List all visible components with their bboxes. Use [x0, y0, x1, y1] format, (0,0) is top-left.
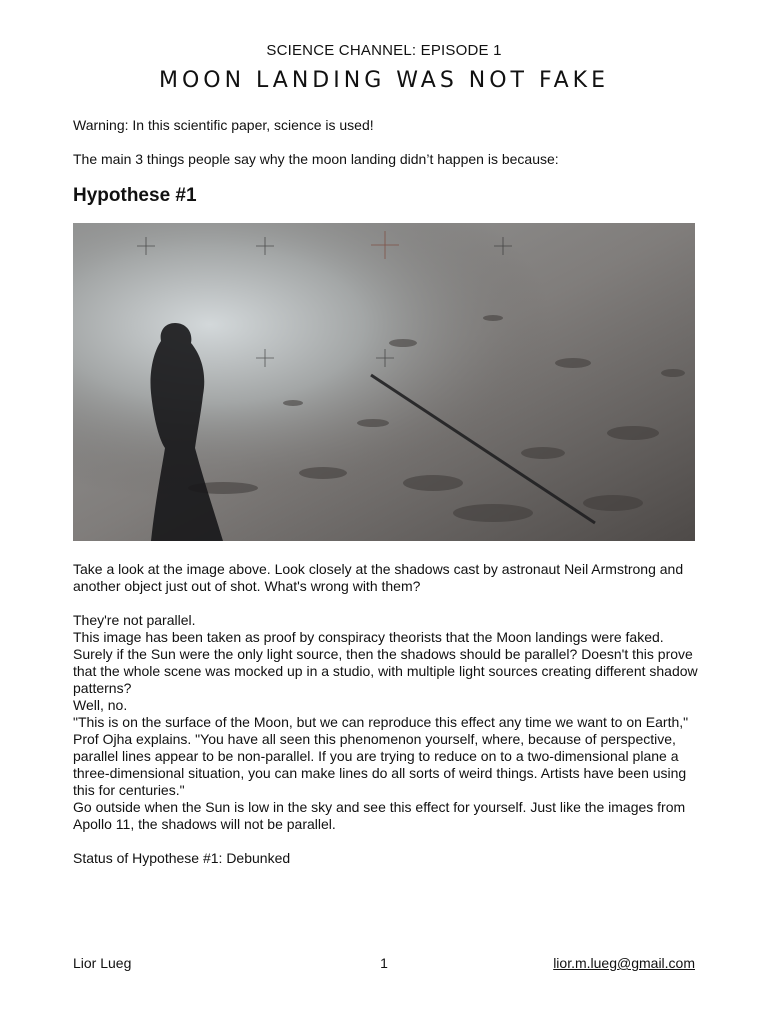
section-heading: Hypothese #1: [73, 185, 197, 206]
paragraph-answer: They're not parallel.: [73, 612, 196, 628]
moon-photo-illustration: [73, 223, 695, 541]
warning-text: Warning: In this scientific paper, science is used!: [73, 117, 374, 133]
page-footer: [73, 955, 695, 975]
paragraph-experiment: Go outside when the Sun is low in the sky and see this effect for yourself. Just like the images from Apollo 11, the shadows will not be parallel.: [73, 799, 686, 832]
author-email-link[interactable]: lior.m.lueg@gmail.com: [553, 955, 695, 971]
status-line: Status of Hypothese #1: Debunked: [73, 850, 291, 866]
paragraph-observation: Take a look at the image above. Look closely at the shadows cast by astronaut Neil Armstrong and another object just out of shot. What's wrong with them?: [73, 561, 684, 594]
footer-author: Lior Lueg: [73, 955, 132, 971]
article-body: [73, 561, 698, 867]
intro-text: The main 3 things people say why the moon landing didn’t happen is because:: [73, 151, 559, 167]
page-number: 1: [380, 955, 388, 971]
channel-header: SCIENCE CHANNEL: EPISODE 1: [266, 42, 502, 59]
moon-surface-photo: [73, 223, 695, 541]
paragraph-rebuttal: Well, no.: [73, 697, 128, 713]
paragraph-conspiracy: This image has been taken as proof by conspiracy theorists that the Moon landings were faked. Surely if the Sun were the only light source, then the shadows should be parallel? Doesn't this prove that the whole scene was mocked up in a studio, with multiple light sources creating different shadow patterns?: [73, 629, 698, 696]
document-title: MOON LANDING WAS NOT FAKE: [158, 68, 610, 93]
paragraph-quote: "This is on the surface of the Moon, but we can reproduce this effect any time we want to on Earth," Prof Ojha explains. "You have all seen this phenomenon yourself, where, because of perspective, parallel lines appear to be non-parallel. If you are trying to reduce on to a two-dimensional plane a three-dimensional situation, you can make lines do all sorts of weird things. Artists have been using this for centuries.": [73, 714, 689, 798]
